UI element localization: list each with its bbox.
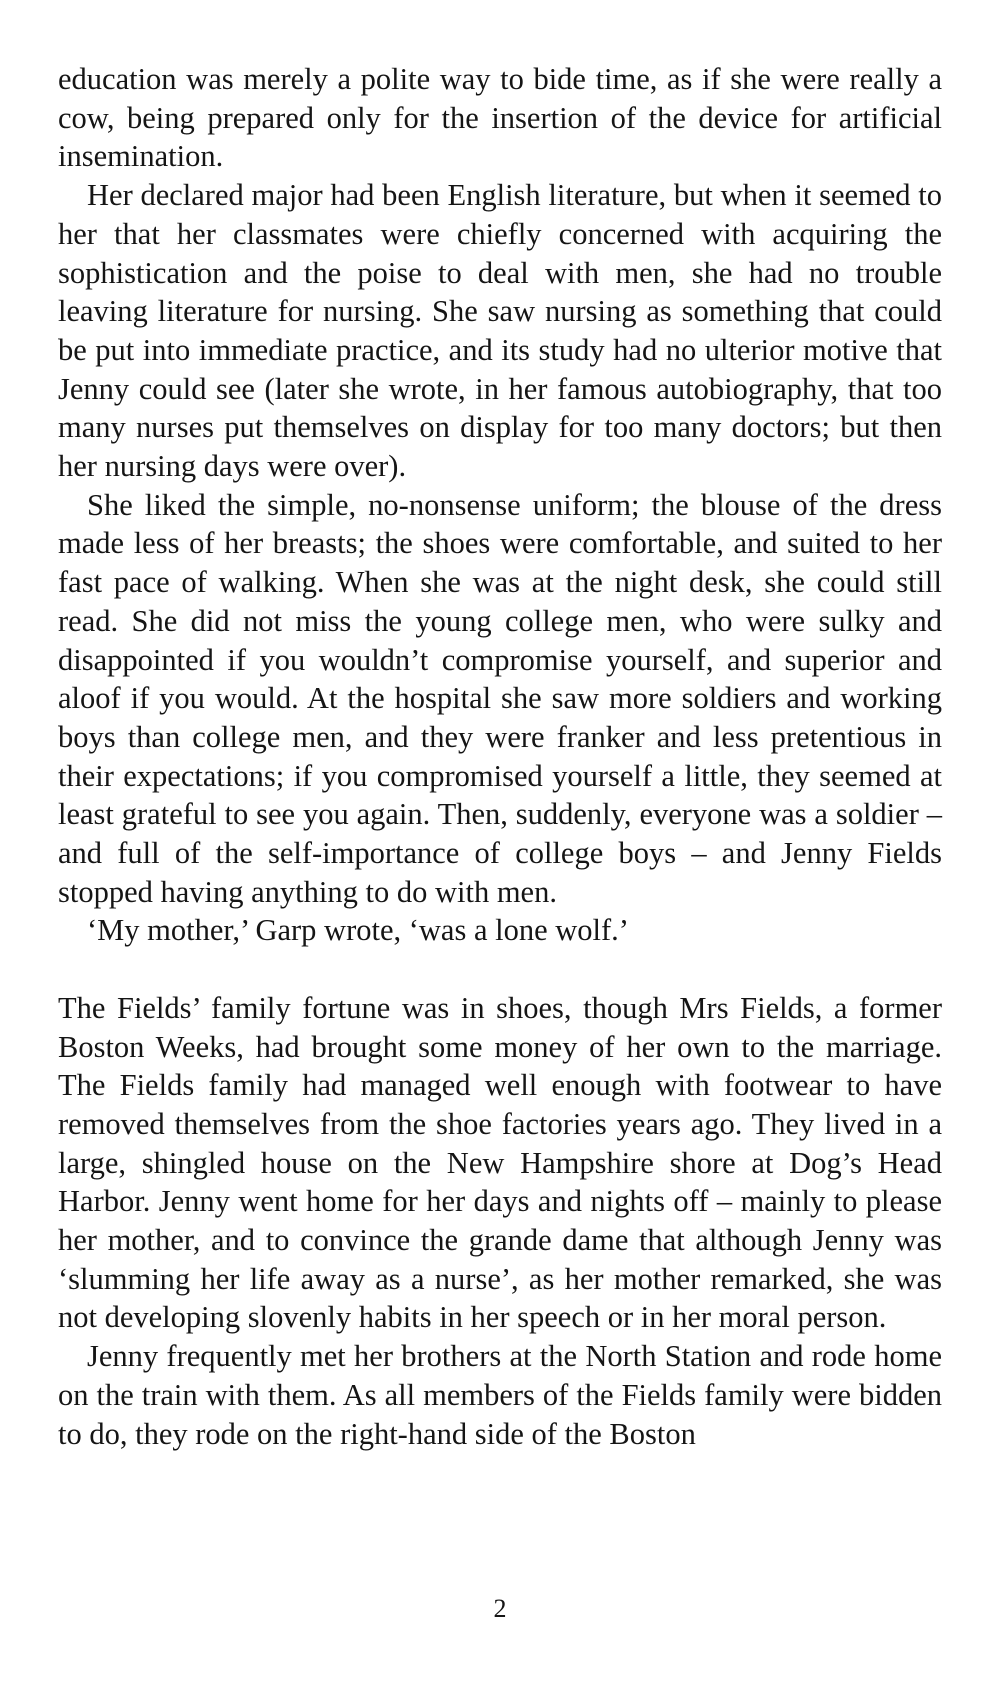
paragraph-uniform: She liked the simple, no-nonsense uniform; the blouse of the dress made less of her breasts; the shoes were comfortable, and suited to her fast pace of walking. When she was at the night desk, she could still read. She did not miss the young college men, who were sulky and disappointed if you wouldn’t compromise yourself, and superior and aloof if you would. At the hospital she saw more soldiers and working boys than college men, and they were franker and less pretentious in their expectations; if you compromised yourself a little, they seemed at least grateful to see you again. Then, suddenly, everyone was a soldier – and full of the self-importance of college boys – and Jenny Fields stopped having anything to do with men. bbox=[58, 487, 942, 909]
paragraph-quote: ‘My mother,’ Garp wrote, ‘was a lone wolf.’ bbox=[87, 913, 629, 948]
page-number: 2 bbox=[493, 1594, 507, 1623]
paragraph-brothers: Jenny frequently met her brothers at the North Station and rode home on the train with them. As all members of the Fields family were bidden to do, they rode on the right-hand side of the Boston bbox=[58, 1339, 942, 1451]
paragraph-major: Her declared major had been English literature, but when it seemed to her that her classmates were chiefly concerned with acquiring the sophistication and the poise to deal with men, she had no trouble leaving literature for nursing. She saw nursing as something that could be put into immediate practice, and its study had no ulterior motive that Jenny could see (later she wrote, in her famous autobiography, that too many nurses put themselves on display for too many doctors; but then her nursing days were over). bbox=[58, 178, 942, 484]
page-body bbox=[58, 60, 942, 1453]
paragraph-continued: education was merely a polite way to bide time, as if she were really a cow, being prepared only for the insertion of the device for artificial insemination. bbox=[58, 62, 942, 174]
paragraph-family-fortune: The Fields’ family fortune was in shoes, though Mrs Fields, a former Boston Weeks, had brought some money of her own to the marriage. The Fields family had managed well enough with footwear to have removed themselves from the shoe factories years ago. They lived in a large, shingled house on the New Hampshire shore at Dog’s Head Harbor. Jenny went home for her days and nights off – mainly to please her mother, and to convince the grande dame that although Jenny was ‘slumming her life away as a nurse’, as her mother remarked, she was not developing slovenly habits in her speech or in her moral person. bbox=[58, 990, 942, 1335]
